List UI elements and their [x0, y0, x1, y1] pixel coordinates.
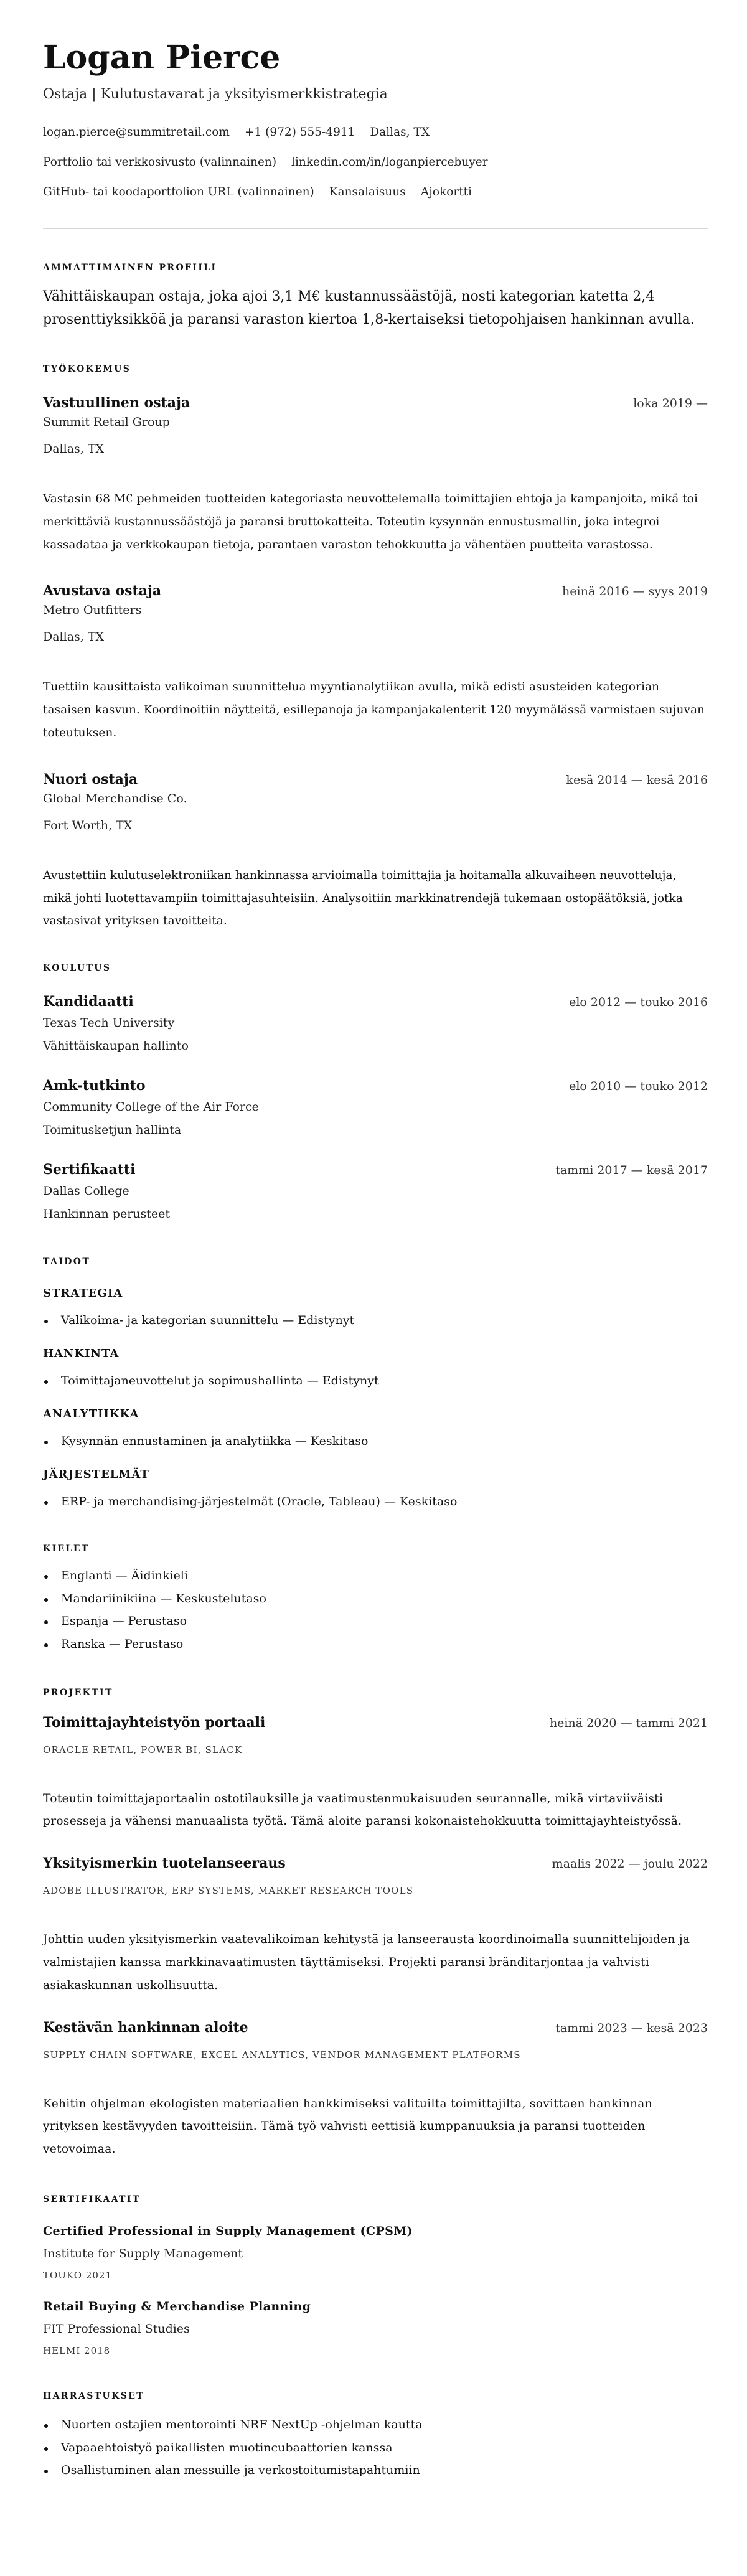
hobby-item: Osallistuminen alan messuille ja verkostoitumistapahtumiin [43, 2459, 708, 2482]
language-item: Englanti — Äidinkieli [43, 1564, 708, 1587]
hobbies-list [43, 2414, 708, 2482]
job-title: Vastuullinen ostaja [43, 395, 190, 411]
job-location: Dallas, TX [43, 442, 105, 456]
section-heading-certifications: SERTIFIKAATIT [43, 2194, 141, 2204]
degree: Amk-tutkinto [43, 1078, 146, 1094]
location: Dallas, TX [370, 126, 430, 139]
education-entry [43, 992, 708, 1054]
linkedin-link[interactable]: linkedin.com/in/loganpiercebuyer [291, 156, 488, 169]
project-description: Kehitin ohjelman ekologisten materiaalien hankkimiseksi valituilta toimittajilta, sovittaen hankinnan yrityksen kestävyyden tavoitteisiin. Tämä työ vahvisti eettisiä kumppanuuksia ja paransi tuotteiden vetovoimaa. [43, 2097, 652, 2156]
email-link[interactable]: logan.pierce@summitretail.com [43, 126, 230, 139]
school: Community College of the Air Force [43, 1100, 259, 1114]
project-tech-stack: ORACLE RETAIL, POWER BI, SLACK [43, 1744, 243, 1756]
project-title: Yksityismerkin tuotelanseeraus [43, 1855, 286, 1872]
project-title: Kestävän hankinnan aloite [43, 2019, 248, 2036]
skill-item: Kysynnän ennustaminen ja analytiikka — Keskitaso [43, 1433, 708, 1449]
project-dates: heinä 2020 — tammi 2021 [549, 1716, 708, 1730]
degree: Kandidaatti [43, 994, 134, 1010]
job-description: Tuettiin kausittaista valikoiman suunnittelua myyntianalytiikan avulla, mikä edisti asusteiden kategorian tasaisen kasvun. Koordinoitiin näytteitä, esillepanoja ja kampanjakalenterit 120 myymälässä varmistaen sujuvan toteutuksen. [43, 680, 705, 740]
skill-category: STRATEGIA [43, 1287, 123, 1300]
project-entry [43, 2018, 708, 2161]
candidate-name: Logan Pierce [43, 39, 281, 77]
section-heading-hobbies: HARRASTUKSET [43, 2390, 145, 2401]
job-dates: loka 2019 — [633, 397, 708, 410]
certification-name: Retail Buying & Merchandise Planning [43, 2299, 311, 2313]
project-tech-stack: SUPPLY CHAIN SOFTWARE, EXCEL ANALYTICS, VENDOR MANAGEMENT PLATFORMS [43, 2049, 521, 2061]
project-description: Toteutin toimittajaportaalin ostotilauksille ja vaatimustenmukaisuuden seurannalle, mikä virtaviiväisti prosesseja ja vähensi manuaalista työtä. Tämä aloite paransi kokonaistehokkuutta toimittajayhteistyössä. [43, 1792, 682, 1828]
resume [43, 39, 708, 2482]
certification-name: Certified Professional in Supply Management (CPSM) [43, 2224, 413, 2238]
field-of-study: Toimitusketjun hallinta [43, 1123, 182, 1137]
certifications-list [43, 2223, 708, 2357]
section-heading-education: KOULUTUS [43, 963, 111, 974]
education-entry [43, 1076, 708, 1138]
job-dates: heinä 2016 — syys 2019 [562, 585, 708, 599]
certification-date: HELMI 2018 [43, 2344, 111, 2356]
skill-category: HANKINTA [43, 1347, 120, 1361]
section-heading-profile: AMMATTIMAINEN PROFIILI [43, 263, 217, 273]
skill-item: Toimittajaneuvottelut ja sopimushallinta — Edistynyt [43, 1373, 708, 1389]
project-dates: tammi 2023 — kesä 2023 [555, 2021, 708, 2035]
job-description: Vastasin 68 M€ pehmeiden tuotteiden kategoriasta neuvottelemalla toimittajien ehtoja ja kampanjoita, mikä toi merkittäviä kustannussäästöjä ja paransi bruttokatteita. Toteutin kysynnän ennustusmallin, joka integroi kassadataa ja verkkokaupan tietoja, parantaen varaston tehokkuutta ja vähentäen puutteita varastossa. [43, 492, 698, 552]
project-title: Toimittajayhteistyön portaali [43, 1714, 266, 1731]
project-dates: maalis 2022 — joulu 2022 [552, 1857, 708, 1871]
section-heading-skills: TAIDOT [43, 1257, 91, 1267]
job-company: Global Merchandise Co. [43, 791, 187, 806]
contact-line [43, 153, 708, 172]
job-company: Metro Outfitters [43, 603, 142, 618]
degree: Sertifikaatti [43, 1162, 136, 1178]
job-entry [43, 581, 708, 745]
section-heading-projects: PROJEKTIT [43, 1687, 113, 1698]
headline: Ostaja | Kulutustavarat ja yksityismerkkistrategia [43, 87, 388, 102]
language-item: Mandariinikiina — Keskustelutaso [43, 1587, 708, 1610]
education-dates: elo 2010 — touko 2012 [569, 1079, 708, 1094]
phone: +1 (972) 555-4911 [244, 126, 355, 139]
education-list [43, 992, 708, 1222]
job-location: Fort Worth, TX [43, 818, 133, 832]
project-description: Johttin uuden yksityismerkin vaatevalikoiman kehitystä ja lanseerausta koordinoimalla suunnittelijoiden ja valmistajien kanssa markkinavaatimusten täyttämiseksi. Projekti paransi bränditarjontaa ja vahvisti asiakaskunnan uskollisuutta. [43, 1933, 690, 1992]
language-item: Ranska — Perustaso [43, 1633, 708, 1656]
certification-entry [43, 2298, 708, 2357]
education-entry [43, 1160, 708, 1222]
job-entry [43, 393, 708, 557]
project-tech-stack: ADOBE ILLUSTRATOR, ERP SYSTEMS, MARKET RESEARCH TOOLS [43, 1885, 414, 1897]
certification-entry [43, 2223, 708, 2282]
contact-line [43, 183, 708, 202]
certification-date: TOUKO 2021 [43, 2269, 112, 2281]
hobby-item: Vapaaehtoistyö paikallisten muotincubaattorien kanssa [43, 2437, 708, 2460]
skill-category: ANALYTIIKKA [43, 1408, 139, 1421]
divider [43, 228, 708, 229]
experience-list [43, 393, 708, 933]
job-description: Avustettiin kulutuselektroniikan hankinnassa arvioimalla toimittajia ja hoitamalla alkuvaiheen neuvotteluja, mikä johti luotettavampiin toimittajasuhteisiin. Analysoitiin markkinatrendejä tukemaan ostopäätöksiä, jotka vastasivat yrityksen tavoitteita. [43, 868, 683, 928]
certification-issuer: Institute for Supply Management [43, 2246, 243, 2260]
skill-category: JÄRJESTELMÄT [43, 1468, 149, 1482]
skill-item: ERP- ja merchandising-järjestelmät (Oracle, Tableau) — Keskitaso [43, 1493, 708, 1510]
education-dates: tammi 2017 — kesä 2017 [555, 1163, 708, 1178]
project-entry [43, 1854, 708, 1997]
contact-line [43, 123, 708, 142]
section-heading-experience: TYÖKOKEMUS [43, 364, 131, 374]
profile-summary: Vähittäiskaupan ostaja, joka ajoi 3,1 M€ kustannussäästöjä, nosti kategorian katetta 2,4 prosenttiyksikköä ja paransi varaston kiertoa 1,8-kertaiseksi tietopohjaisen hankinnan avulla. [43, 289, 695, 327]
portfolio-link[interactable]: Portfolio tai verkkosivusto (valinnainen) [43, 156, 277, 169]
citizenship: Kansalaisuus [329, 186, 406, 199]
projects-list [43, 1713, 708, 2161]
job-dates: kesä 2014 — kesä 2016 [566, 773, 708, 787]
project-entry [43, 1713, 708, 1834]
job-company: Summit Retail Group [43, 415, 170, 429]
field-of-study: Vähittäiskaupan hallinto [43, 1039, 189, 1053]
job-title: Avustava ostaja [43, 583, 162, 599]
education-dates: elo 2012 — touko 2016 [569, 995, 708, 1010]
drivers-license: Ajokortti [420, 186, 472, 199]
field-of-study: Hankinnan perusteet [43, 1207, 171, 1221]
job-location: Dallas, TX [43, 630, 105, 644]
skill-item: Valikoima- ja kategorian suunnittelu — Edistynyt [43, 1312, 708, 1328]
job-entry [43, 770, 708, 933]
skills-list [43, 1286, 708, 1510]
language-item: Espanja — Perustaso [43, 1610, 708, 1633]
certification-issuer: FIT Professional Studies [43, 2321, 190, 2336]
school: Texas Tech University [43, 1016, 175, 1030]
hobby-item: Nuorten ostajien mentorointi NRF NextUp -ohjelman kautta [43, 2414, 708, 2437]
section-heading-languages: KIELET [43, 1544, 90, 1554]
github-link[interactable]: GitHub- tai koodaportfolion URL (valinnainen) [43, 186, 314, 199]
job-title: Nuori ostaja [43, 771, 138, 787]
languages-list [43, 1564, 708, 1655]
school: Dallas College [43, 1184, 129, 1198]
